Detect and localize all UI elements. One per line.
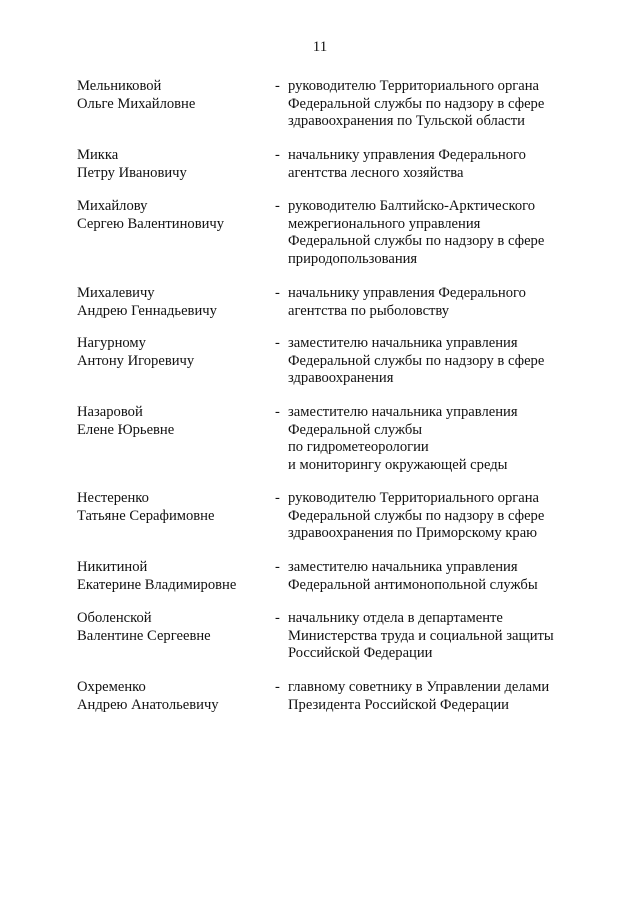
- given-name: Ольге Михайловне: [77, 95, 196, 112]
- position-line: Федеральной службы по надзору в сфере: [288, 95, 545, 112]
- position-line: Министерства труда и социальной защиты: [288, 627, 554, 644]
- person-name: [77, 285, 267, 320]
- position-text: [288, 559, 588, 594]
- person-name: [77, 559, 267, 594]
- surname: Мельниковой: [77, 78, 162, 94]
- position-line: заместителю начальника управления: [288, 404, 518, 420]
- position-line: Федеральной службы по надзору в сфере: [288, 352, 545, 369]
- dash-separator: -: [275, 490, 280, 506]
- surname: Михайлову: [77, 198, 148, 214]
- given-name: Андрею Геннадьевичу: [77, 302, 217, 319]
- surname: Назаровой: [77, 404, 143, 420]
- position-text: [288, 404, 588, 474]
- position-line: здравоохранения по Приморскому краю: [288, 525, 538, 541]
- position-line: начальнику отдела в департаменте: [288, 610, 503, 626]
- position-line: руководителю Балтийско-Арктического: [288, 198, 536, 214]
- position-line: здравоохранения: [288, 370, 394, 386]
- given-name: Татьяне Серафимовне: [77, 507, 215, 524]
- dash-separator: -: [275, 404, 280, 420]
- position-line: начальнику управления Федерального: [288, 147, 526, 163]
- person-name: [77, 404, 267, 439]
- position-text: [288, 679, 588, 714]
- dash-separator: -: [275, 285, 280, 301]
- surname: Нагурному: [77, 335, 146, 351]
- position-text: [288, 335, 588, 388]
- position-line: руководителю Территориального органа: [288, 490, 540, 506]
- position-line: агентства по рыболовству: [288, 302, 450, 319]
- position-line: начальнику управления Федерального: [288, 285, 526, 301]
- given-name: Антону Игоревичу: [77, 352, 195, 369]
- position-text: [288, 78, 588, 131]
- dash-separator: -: [275, 78, 280, 94]
- position-text: [288, 198, 588, 268]
- person-name: [77, 610, 267, 645]
- surname: Охременко: [77, 679, 146, 695]
- surname: Никитиной: [77, 559, 148, 575]
- surname: Микка: [77, 147, 119, 163]
- position-line: руководителю Территориального органа: [288, 78, 540, 94]
- position-line: по гидрометеорологии: [288, 439, 429, 455]
- surname: Михалевичу: [77, 285, 155, 301]
- person-name: [77, 679, 267, 714]
- given-name: Елене Юрьевне: [77, 421, 175, 438]
- position-line: Федеральной службы по надзору в сфере: [288, 233, 545, 249]
- dash-separator: -: [275, 559, 280, 575]
- dash-separator: -: [275, 147, 280, 163]
- person-name: [77, 147, 267, 182]
- position-text: [288, 610, 588, 663]
- person-name: [77, 198, 267, 233]
- position-line: заместителю начальника управления: [288, 335, 518, 351]
- position-line: здравоохранения по Тульской области: [288, 113, 525, 129]
- given-name: Петру Ивановичу: [77, 164, 187, 181]
- given-name: Андрею Анатольевичу: [77, 696, 219, 713]
- position-line: и мониторингу окружающей среды: [288, 456, 508, 473]
- surname: Оболенской: [77, 610, 152, 626]
- position-line: межрегионального управления: [288, 215, 481, 232]
- given-name: Екатерине Владимировне: [77, 576, 237, 593]
- position-line: Федеральной службы по надзору в сфере: [288, 507, 545, 524]
- surname: Нестеренко: [77, 490, 149, 506]
- position-line: Федеральной службы: [288, 421, 423, 438]
- person-name: [77, 490, 267, 525]
- position-text: [288, 285, 588, 320]
- position-line: агентства лесного хозяйства: [288, 164, 464, 181]
- page-number: 11: [312, 39, 328, 55]
- position-line: природопользования: [288, 250, 418, 267]
- position-line: заместителю начальника управления: [288, 559, 518, 575]
- person-name: [77, 78, 267, 113]
- position-line: главному советнику в Управлении делами: [288, 679, 550, 695]
- dash-separator: -: [275, 610, 280, 626]
- position-text: [288, 147, 588, 182]
- given-name: Сергею Валентиновичу: [77, 215, 225, 232]
- position-text: [288, 490, 588, 543]
- position-line: Федеральной антимонопольной службы: [288, 576, 538, 593]
- position-line: Президента Российской Федерации: [288, 696, 509, 713]
- position-line: Российской Федерации: [288, 645, 433, 661]
- dash-separator: -: [275, 198, 280, 214]
- dash-separator: -: [275, 679, 280, 695]
- given-name: Валентине Сергеевне: [77, 627, 211, 644]
- dash-separator: -: [275, 335, 280, 351]
- person-name: [77, 335, 267, 370]
